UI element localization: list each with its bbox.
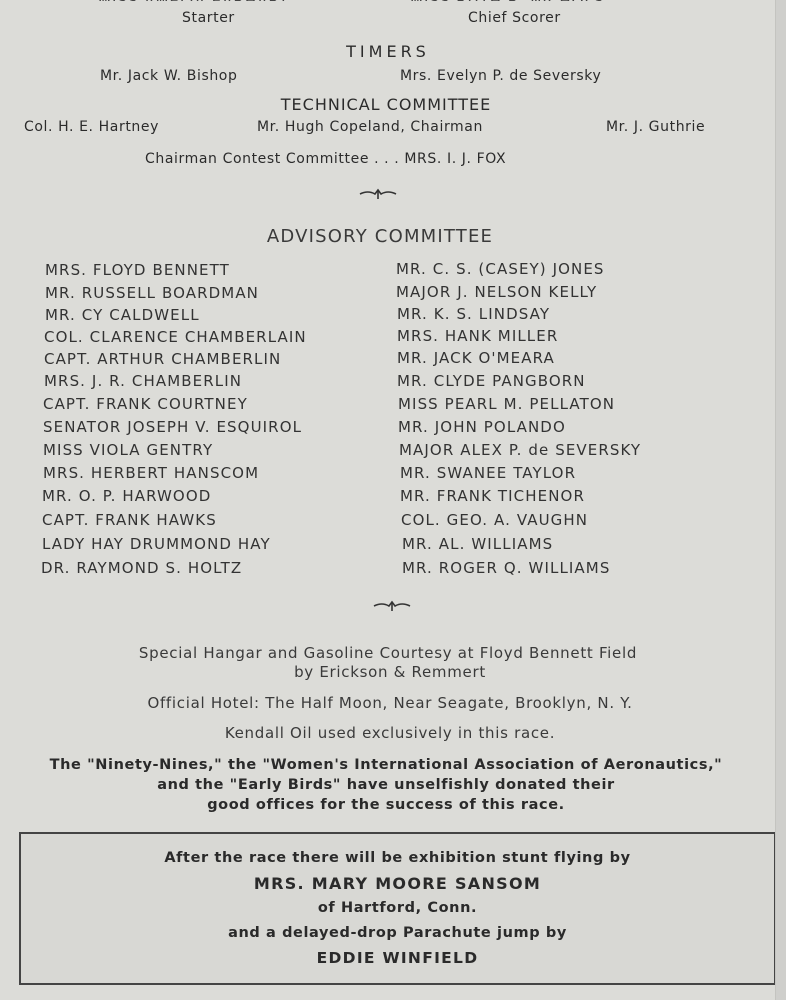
advisory-member: MRS. FLOYD BENNETT: [45, 261, 230, 279]
box-parachutist-name: EDDIE WINFIELD: [316, 949, 479, 967]
advisory-member: MR. O. P. HARWOOD: [42, 487, 212, 505]
advisory-member: CAPT. ARTHUR CHAMBERLIN: [44, 350, 282, 368]
advisory-member: LADY HAY DRUMMOND HAY: [42, 535, 271, 553]
advisory-member: CAPT. FRANK COURTNEY: [43, 395, 248, 413]
kendall-oil-line: Kendall Oil used exclusively in this race.: [224, 724, 556, 742]
technical-center: Mr. Hugh Copeland, Chairman: [257, 119, 483, 135]
exhibition-announcement-box: [19, 832, 776, 985]
advisory-member: MR. FRANK TICHENOR: [400, 487, 585, 505]
advisory-member: MR. AL. WILLIAMS: [402, 535, 554, 553]
timers-heading: TIMERS: [346, 42, 430, 61]
advisory-member: MISS PEARL M. PELLATON: [398, 395, 616, 413]
advisory-member: MISS VIOLA GENTRY: [43, 441, 214, 459]
advisory-member: CAPT. FRANK HAWKS: [42, 511, 217, 529]
chief-scorer-label: Chief Scorer: [468, 10, 561, 26]
thanks-line1: The "Ninety-Nines," the "Women's International Association of Aeronautics,": [49, 757, 723, 773]
flourish-icon: [358, 187, 398, 201]
advisory-member: MRS. HANK MILLER: [397, 327, 559, 345]
thanks-line2: and the "Early Birds" have unselfishly donated their: [157, 777, 615, 793]
cut-top-right-name: [410, 0, 640, 1]
timer-left: Mr. Jack W. Bishop: [100, 68, 238, 84]
technical-heading: TECHNICAL COMMITTEE: [280, 95, 492, 114]
advisory-member: MR. JOHN POLANDO: [398, 418, 566, 436]
technical-left: Col. H. E. Hartney: [24, 119, 159, 135]
advisory-member: MR. RUSSELL BOARDMAN: [45, 284, 259, 302]
contest-chairman-line: Chairman Contest Committee . . . MRS. I. J. FOX: [145, 151, 507, 167]
advisory-member: COL. CLARENCE CHAMBERLAIN: [44, 328, 307, 346]
advisory-member: MR. ROGER Q. WILLIAMS: [402, 559, 611, 577]
advisory-member: SENATOR JOSEPH V. ESQUIROL: [43, 418, 303, 436]
advisory-member: MAJOR J. NELSON KELLY: [396, 283, 598, 301]
advisory-member: MR. SWANEE TAYLOR: [400, 464, 577, 482]
timer-right: Mrs. Evelyn P. de Seversky: [400, 68, 602, 84]
technical-right: Mr. J. Guthrie: [606, 119, 706, 135]
advisory-member: MR. CY CALDWELL: [45, 306, 200, 324]
advisory-member: MRS. HERBERT HANSCOM: [43, 464, 260, 482]
advisory-heading: ADVISORY COMMITTEE: [266, 226, 494, 247]
advisory-member: MAJOR ALEX P. de SEVERSKY: [399, 441, 642, 459]
box-performer-name: MRS. MARY MOORE SANSOM: [253, 874, 542, 893]
advisory-member: MR. JACK O'MEARA: [397, 349, 555, 367]
advisory-member: MR. K. S. LINDSAY: [397, 305, 551, 323]
advisory-member: MRS. J. R. CHAMBERLIN: [44, 372, 243, 390]
hangar-courtesy-line2: by Erickson & Remmert: [294, 663, 486, 681]
box-line4: and a delayed-drop Parachute jump by: [228, 925, 567, 941]
advisory-member: DR. RAYMOND S. HOLTZ: [41, 559, 243, 577]
flourish-icon: [372, 599, 412, 613]
thanks-line3: good offices for the success of this race.: [207, 797, 565, 813]
hangar-courtesy-line1: Special Hangar and Gasoline Courtesy at Floyd Bennett Field: [138, 644, 638, 662]
box-line3: of Hartford, Conn.: [317, 900, 478, 916]
advisory-member: MR. C. S. (CASEY) JONES: [396, 260, 605, 278]
advisory-member: MR. CLYDE PANGBORN: [397, 372, 586, 390]
official-hotel-line: Official Hotel: The Half Moon, Near Seagate, Brooklyn, N. Y.: [147, 694, 633, 712]
page-edge: [775, 0, 786, 1000]
advisory-member: COL. GEO. A. VAUGHN: [401, 511, 589, 529]
box-line1: After the race there will be exhibition stunt flying by: [164, 850, 631, 866]
starter-label: Starter: [182, 10, 235, 26]
cut-top-left-name: [98, 0, 328, 1]
